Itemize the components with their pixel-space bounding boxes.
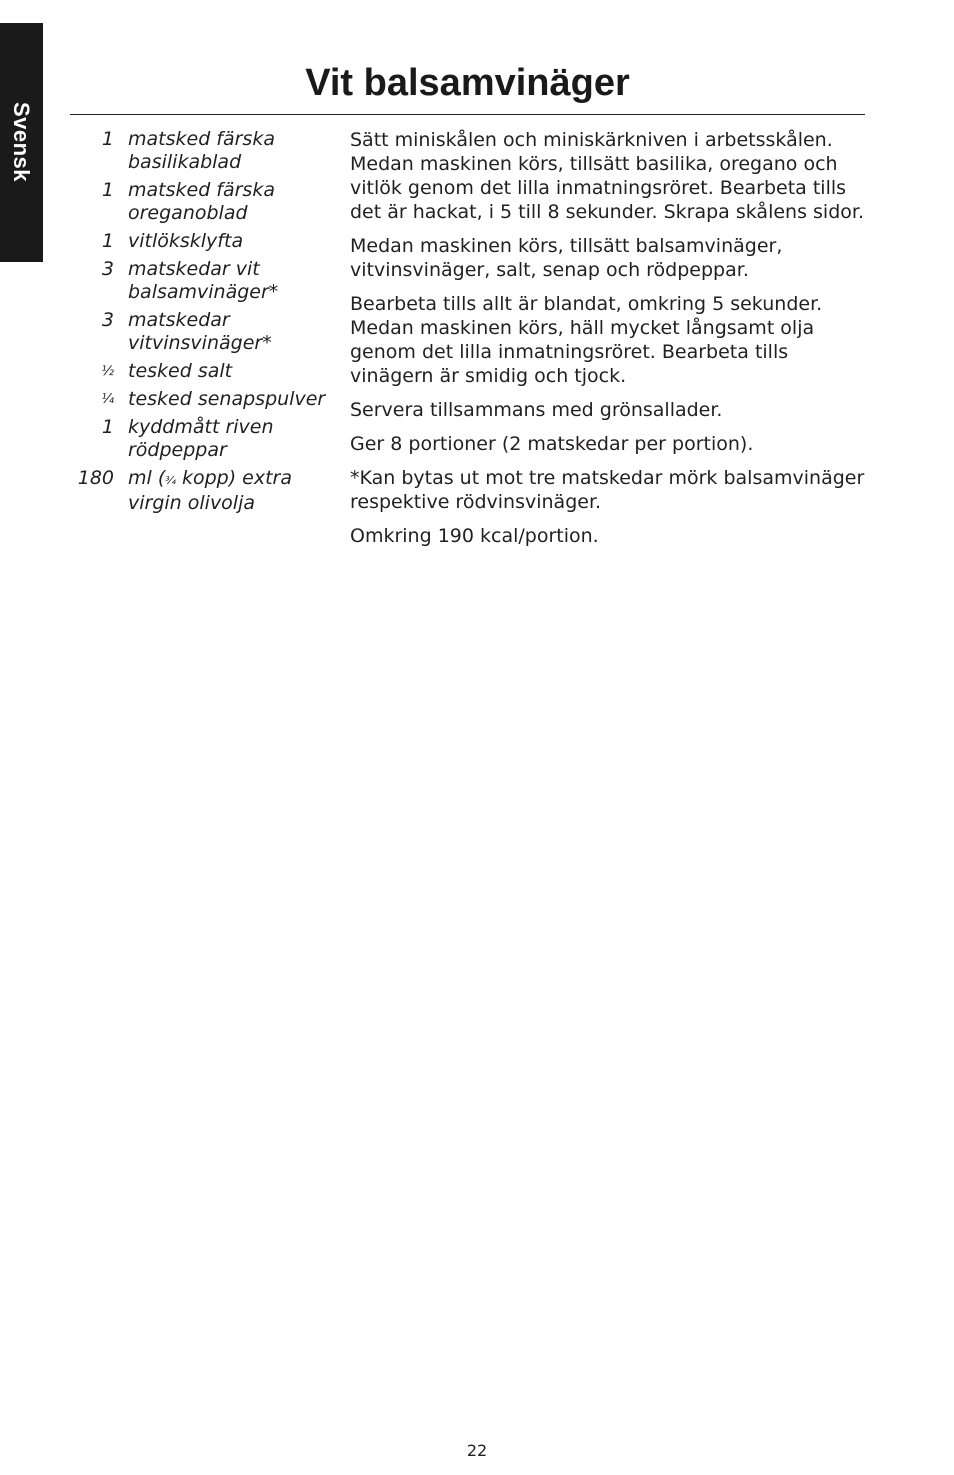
ingredient-description: matsked färska basilikablad [128, 128, 275, 173]
ingredient-item [70, 128, 332, 174]
ingredient-description: vitlöksklyfta [128, 230, 244, 252]
ingredient-quantity: 1 [101, 416, 114, 438]
ingredient-description: matsked färska oreganoblad [128, 179, 275, 224]
ingredient-list [70, 128, 332, 520]
page-title: Vit balsamvinäger [305, 62, 630, 104]
ingredient-quantity: 3 [101, 309, 114, 331]
ingredient-quantity: 180 [77, 467, 114, 489]
method-paragraph: Medan maskinen körs, tillsätt balsamvinäger, vitvinsvinäger, salt, senap och rödpeppar. [350, 235, 783, 281]
ingredient-description: kyddmått riven rödpeppar [128, 416, 274, 461]
method-text [350, 128, 870, 558]
ingredient-description: tesked salt [128, 360, 233, 382]
ingredient-item [70, 230, 332, 253]
method-paragraph: Bearbeta tills allt är blandat, omkring 5 sekunder. Medan maskinen körs, häll mycket långsamt olja genom det lilla inmatningsröret. Bearbeta tills vinägern är smidig och tjock. [350, 293, 823, 387]
ingredient-description: tesked senapspulver [128, 388, 326, 410]
ingredient-quantity: 3 [101, 258, 114, 280]
language-tab-label: Svensk [9, 101, 34, 183]
ingredient-item [70, 179, 332, 225]
ingredient-quantity: ½ [101, 364, 114, 379]
method-paragraph: Servera tillsammans med grönsallader. [350, 399, 723, 421]
page-number: 22 [466, 1441, 488, 1460]
ingredient-description [114, 467, 332, 515]
method-paragraph: Sätt miniskålen och miniskärkniven i arbetsskålen. Medan maskinen körs, tillsätt basilika, oregano och vitlök genom det lilla inmatningsröret. Bearbeta tills det är hackat, i 5 till 8 sekunder. Skrapa skålens sidor. [350, 129, 864, 223]
ingredient-quantity: 1 [101, 179, 114, 201]
ingredient-description-end: kopp) extra virgin olivolja [128, 467, 292, 514]
ingredient-quantity: 1 [101, 230, 114, 252]
ingredient-item [70, 360, 332, 383]
ingredient-quantity: ¼ [101, 392, 114, 407]
ingredient-description-start: ml ( [128, 467, 166, 489]
ingredient-item [70, 467, 332, 515]
method-paragraph: Omkring 190 kcal/portion. [350, 525, 599, 547]
ingredient-item [70, 388, 332, 411]
method-paragraph: *Kan bytas ut mot tre matskedar mörk balsamvinäger respektive rödvinsvinäger. [350, 467, 865, 513]
ingredient-fraction: ¾ [165, 474, 176, 487]
ingredient-item [70, 309, 332, 355]
title-divider [70, 114, 865, 115]
ingredient-description: matskedar vit balsamvinäger* [128, 258, 279, 303]
ingredient-item [70, 416, 332, 462]
ingredient-description: matskedar vitvinsvinäger* [128, 309, 272, 354]
ingredient-quantity: 1 [101, 128, 114, 150]
method-paragraph: Ger 8 portioner (2 matskedar per portion). [350, 433, 754, 455]
ingredient-item [70, 258, 332, 304]
